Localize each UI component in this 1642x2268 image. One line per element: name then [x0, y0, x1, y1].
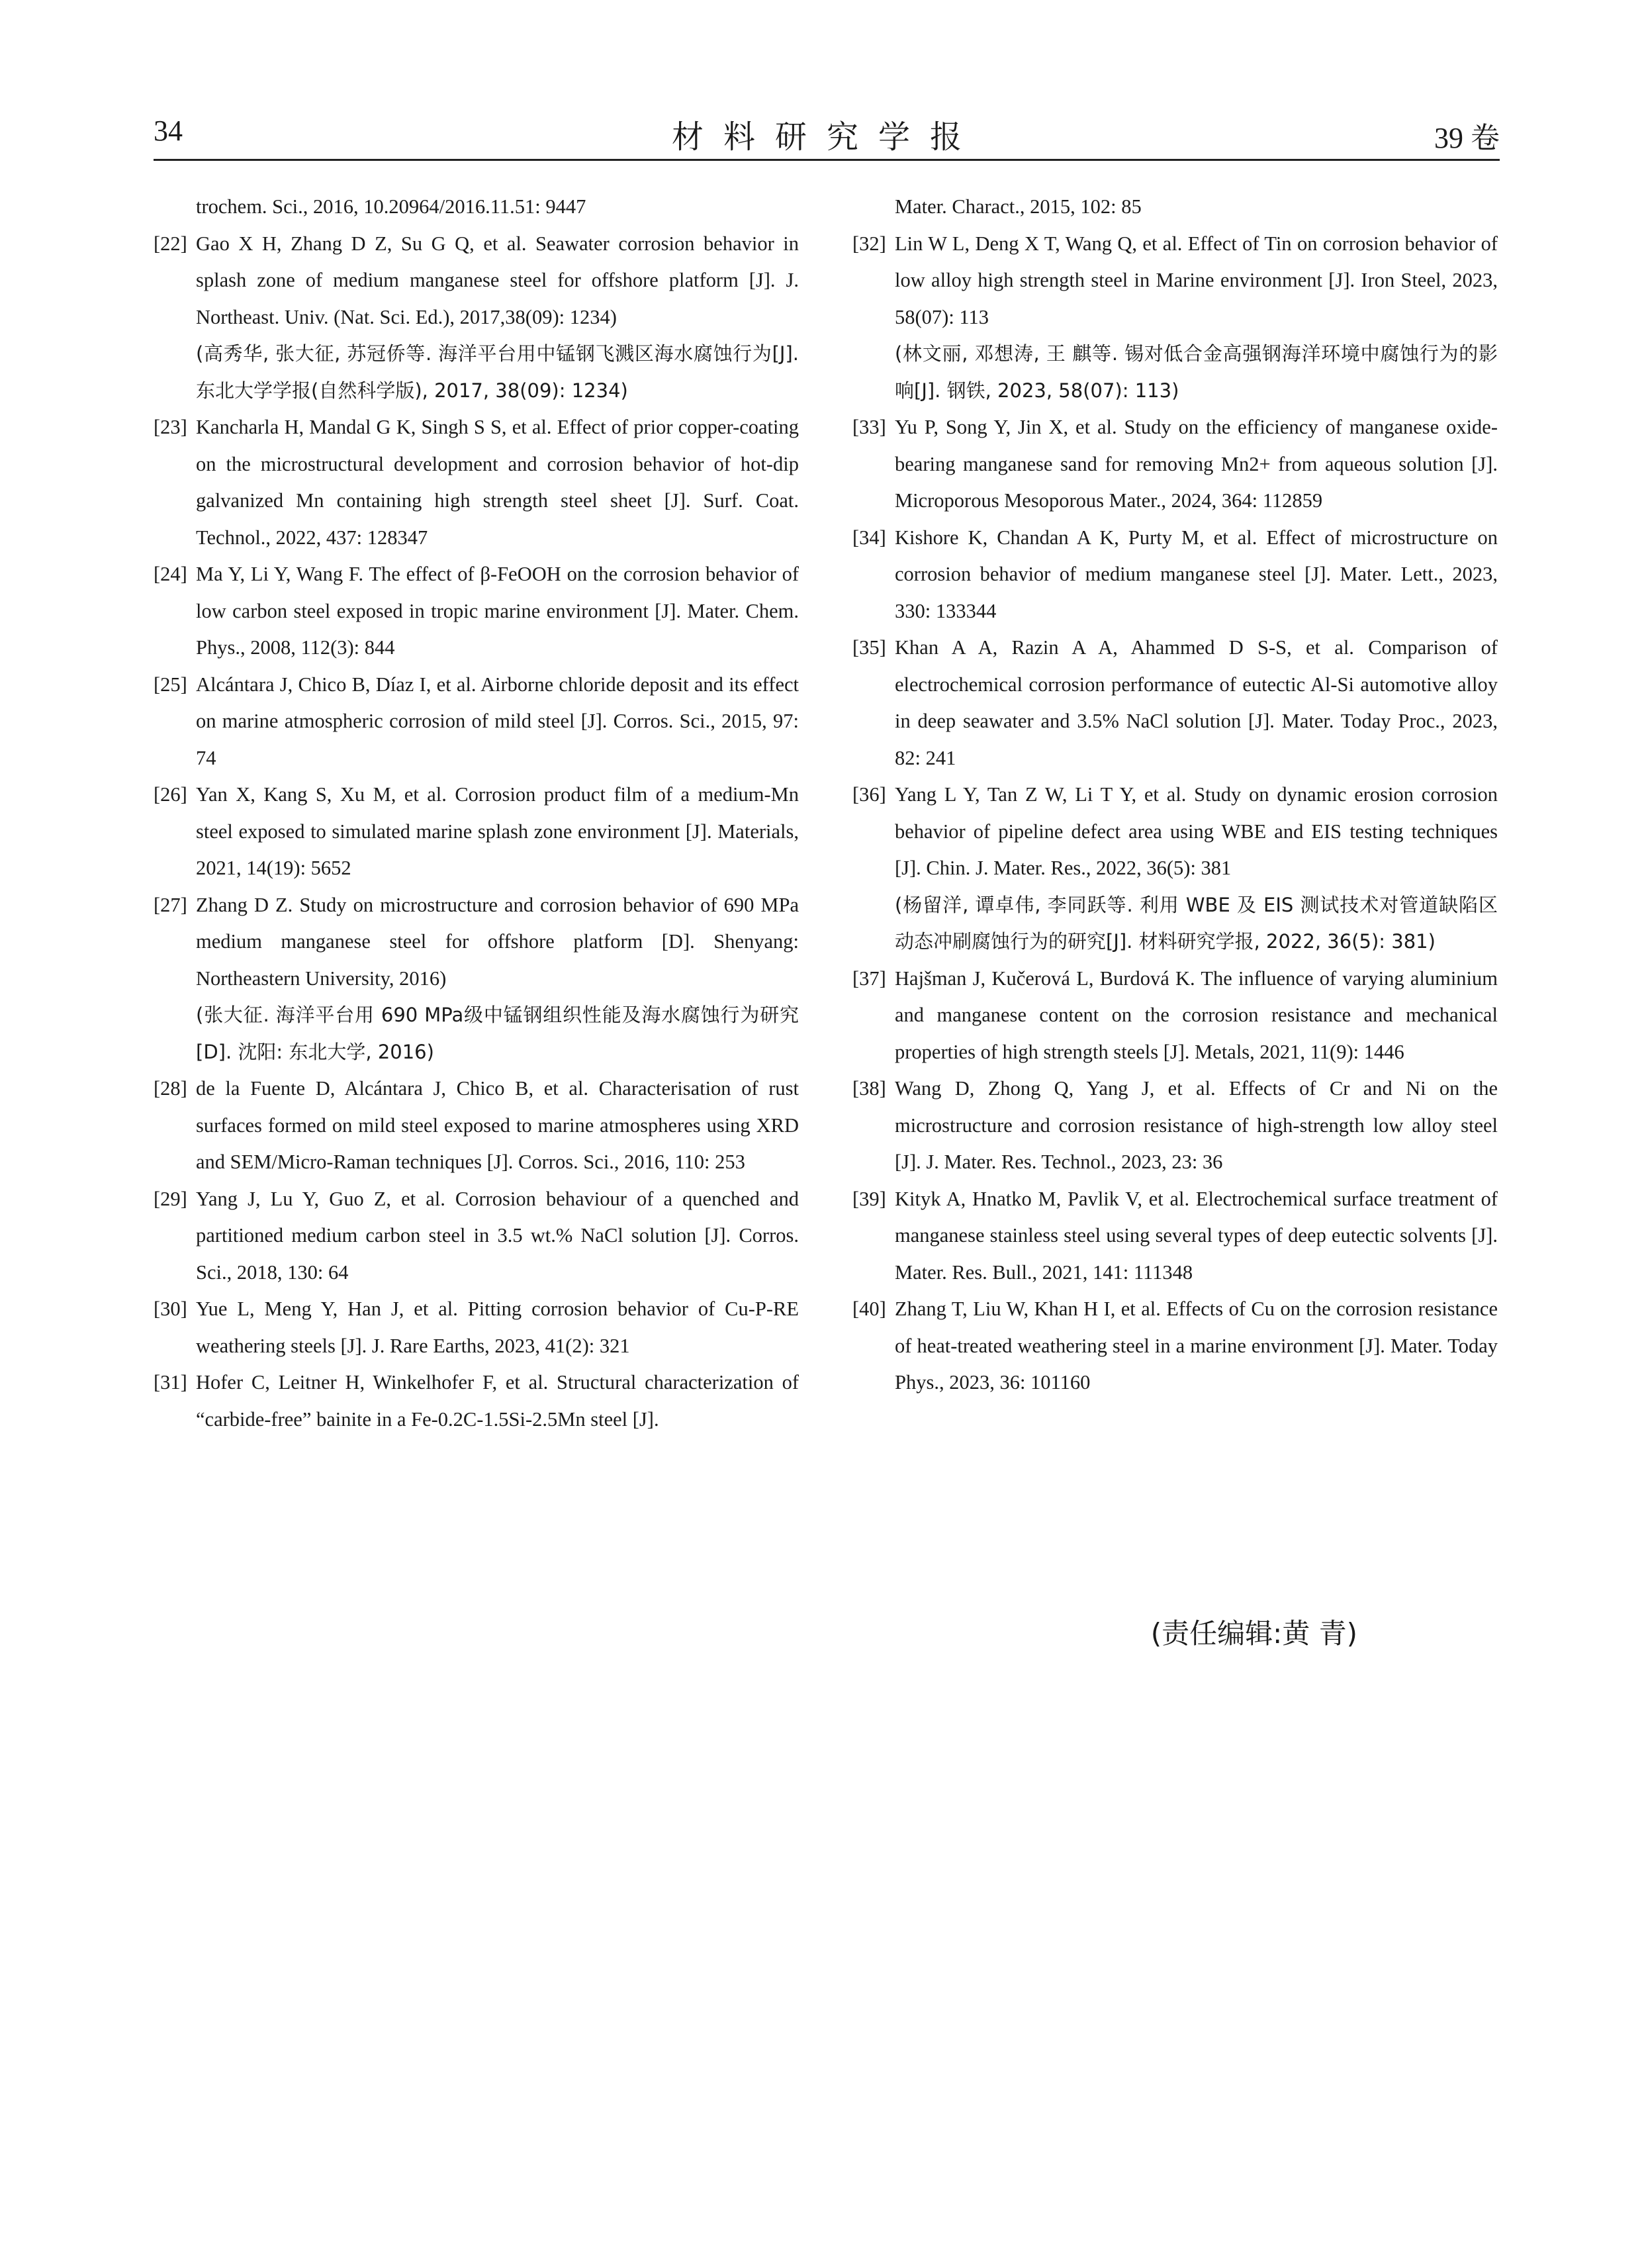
reference-text: Yu P, Song Y, Jin X, et al. Study on the efficiency of manganese oxide-bearing manganese sand for removing Mn2+ from aqueous solution [J]. Microporous Mesoporous Mater., 2024, 364: 112859	[895, 416, 1498, 512]
reference-entry	[154, 777, 799, 887]
reference-chinese-text: (杨留洋, 谭卓伟, 李同跃等. 利用 WBE 及 EIS 测试技术对管道缺陷区动态冲刷腐蚀行为的研究[J]. 材料研究学报, 2022, 36(5): 381)	[895, 893, 1498, 953]
reference-number: [24]	[154, 563, 187, 585]
reference-chinese-text: (高秀华, 张大征, 苏冠侨等. 海洋平台用中锰钢飞溅区海水腐蚀行为[J]. 东北大学学报(自然科学版), 2017, 38(09): 1234)	[196, 342, 799, 402]
reference-entry	[852, 630, 1498, 777]
reference-number: [26]	[154, 783, 187, 806]
reference-continuation	[852, 189, 1498, 226]
reference-entry	[154, 1070, 799, 1181]
reference-number: [27]	[154, 893, 187, 916]
reference-entry	[154, 667, 799, 777]
reference-entry	[154, 556, 799, 667]
reference-text: Kishore K, Chandan A K, Purty M, et al. Effect of microstructure on corrosion behavior of medium manganese steel [J]. Mater. Lett., 2023, 330: 133344	[895, 526, 1498, 622]
reference-text: Yan X, Kang S, Xu M, et al. Corrosion product film of a medium-Mn steel exposed to simulated marine splash zone environment [J]. Materials, 2021, 14(19): 5652	[196, 783, 799, 879]
reference-number: [39]	[852, 1187, 886, 1210]
reference-number: [31]	[154, 1371, 187, 1394]
reference-entry	[154, 887, 799, 1071]
reference-number: [40]	[852, 1298, 886, 1320]
reference-number: [22]	[154, 232, 187, 255]
reference-entry	[852, 961, 1498, 1071]
running-header	[154, 106, 1500, 161]
reference-number: [33]	[852, 416, 886, 438]
reference-number: [32]	[852, 232, 886, 255]
reference-number: [34]	[852, 526, 886, 549]
reference-text: Yue L, Meng Y, Han J, et al. Pitting corrosion behavior of Cu-P-RE weathering steels [J]. J. Rare Earths, 2023, 41(2): 321	[196, 1298, 799, 1357]
reference-text: Yang J, Lu Y, Guo Z, et al. Corrosion behaviour of a quenched and partitioned medium carbon steel in 3.5 wt.% NaCl solution [J]. Corros. Sci., 2018, 130: 64	[196, 1187, 799, 1284]
reference-number: [28]	[154, 1077, 187, 1100]
reference-continuation	[154, 189, 799, 226]
reference-number: [37]	[852, 967, 886, 990]
page-number: 34	[154, 115, 183, 147]
reference-entry	[852, 777, 1498, 961]
reference-entry	[852, 226, 1498, 410]
reference-chinese-text: (张大征. 海洋平台用 690 MPa级中锰钢组织性能及海水腐蚀行为研究 [D]. 沈阳: 东北大学, 2016)	[196, 1004, 799, 1063]
reference-text: trochem. Sci., 2016, 10.20964/2016.11.51: 9447	[196, 195, 586, 218]
reference-chinese-text: (林文丽, 邓想涛, 王 麒等. 锡对低合金高强钢海洋环境中腐蚀行为的影响[J]. 钢铁, 2023, 58(07): 113)	[895, 342, 1498, 402]
reference-entry	[154, 226, 799, 410]
reference-text: Zhang D Z. Study on microstructure and corrosion behavior of 690 MPa medium manganese steel for offshore platform [D]. Shenyang: Northeastern University, 2016)	[196, 893, 799, 990]
reference-text: de la Fuente D, Alcántara J, Chico B, et al. Characterisation of rust surfaces formed on mild steel exposed to marine atmospheres using XRD and SEM/Micro-Raman techniques [J]. Corros. Sci., 2016, 110: 253	[196, 1077, 799, 1173]
reference-number: [35]	[852, 636, 886, 659]
reference-text: Zhang T, Liu W, Khan H I, et al. Effects of Cu on the corrosion resistance of heat-treated weathering steel in a marine environment [J]. Mater. Today Phys., 2023, 36: 101160	[895, 1298, 1498, 1394]
reference-text: Kityk A, Hnatko M, Pavlik V, et al. Electrochemical surface treatment of manganese stainless steel using several types of deep eutectic solvents [J]. Mater. Res. Bull., 2021, 141: 111348	[895, 1187, 1498, 1284]
reference-entry	[852, 1181, 1498, 1292]
volume-label: 39 卷	[1434, 122, 1500, 154]
reference-entry	[852, 1291, 1498, 1401]
reference-entry	[852, 409, 1498, 520]
reference-text: Gao X H, Zhang D Z, Su G Q, et al. Seawater corrosion behavior in splash zone of medium manganese steel for offshore platform [J]. J. Northeast. Univ. (Nat. Sci. Ed.), 2017,38(09): 1234)	[196, 232, 799, 328]
reference-text: Alcántara J, Chico B, Díaz I, et al. Airborne chloride deposit and its effect on marine atmospheric corrosion of mild steel [J]. Corros. Sci., 2015, 97: 74	[196, 673, 799, 769]
reference-entry	[154, 1181, 799, 1292]
reference-text: Mater. Charact., 2015, 102: 85	[895, 195, 1142, 218]
reference-entry	[154, 1364, 799, 1438]
reference-number: [38]	[852, 1077, 886, 1100]
references-left-column	[154, 189, 799, 1438]
editor-note: (责任编辑:黄 青)	[1150, 1617, 1357, 1650]
reference-text: Kancharla H, Mandal G K, Singh S S, et al. Effect of prior copper-coating on the microstructural development and corrosion behavior of hot-dip galvanized Mn containing high strength steel sheet [J]. Surf. Coat. Technol., 2022, 437: 128347	[196, 416, 799, 549]
reference-text: Ma Y, Li Y, Wang F. The effect of β-FeOOH on the corrosion behavior of low carbon steel exposed in tropic marine environment [J]. Mater. Chem. Phys., 2008, 112(3): 844	[196, 563, 799, 659]
reference-entry	[154, 1291, 799, 1364]
reference-number: [36]	[852, 783, 886, 806]
reference-text: Hajšman J, Kučerová L, Burdová K. The influence of varying aluminium and manganese content on the corrosion resistance and mechanical properties of high strength steels [J]. Metals, 2021, 11(9): 1446	[895, 967, 1498, 1063]
reference-number: [23]	[154, 416, 187, 438]
reference-number: [30]	[154, 1298, 187, 1320]
reference-number: [29]	[154, 1187, 187, 1210]
references-right-column	[852, 189, 1498, 1401]
journal-title: 材料研究学报	[671, 118, 981, 156]
reference-entry	[852, 520, 1498, 630]
reference-number: [25]	[154, 673, 187, 696]
reference-entry	[852, 1070, 1498, 1181]
reference-text: Yang L Y, Tan Z W, Li T Y, et al. Study on dynamic erosion corrosion behavior of pipeline defect area using WBE and EIS testing techniques [J]. Chin. J. Mater. Res., 2022, 36(5): 381	[895, 783, 1498, 879]
reference-text: Hofer C, Leitner H, Winkelhofer F, et al. Structural characterization of “carbide-free” bainite in a Fe-0.2C-1.5Si-2.5Mn steel [J].	[196, 1371, 799, 1431]
reference-text: Wang D, Zhong Q, Yang J, et al. Effects of Cr and Ni on the microstructure and corrosion resistance of high-strength low alloy steel [J]. J. Mater. Res. Technol., 2023, 23: 36	[895, 1077, 1498, 1173]
reference-text: Khan A A, Razin A A, Ahammed D S-S, et al. Comparison of electrochemical corrosion performance of eutectic Al-Si automotive alloy in deep seawater and 3.5% NaCl solution [J]. Mater. Today Proc., 2023, 82: 241	[895, 636, 1498, 769]
reference-entry	[154, 409, 799, 556]
reference-text: Lin W L, Deng X T, Wang Q, et al. Effect of Tin on corrosion behavior of low alloy high strength steel in Marine environment [J]. Iron Steel, 2023, 58(07): 113	[895, 232, 1498, 328]
